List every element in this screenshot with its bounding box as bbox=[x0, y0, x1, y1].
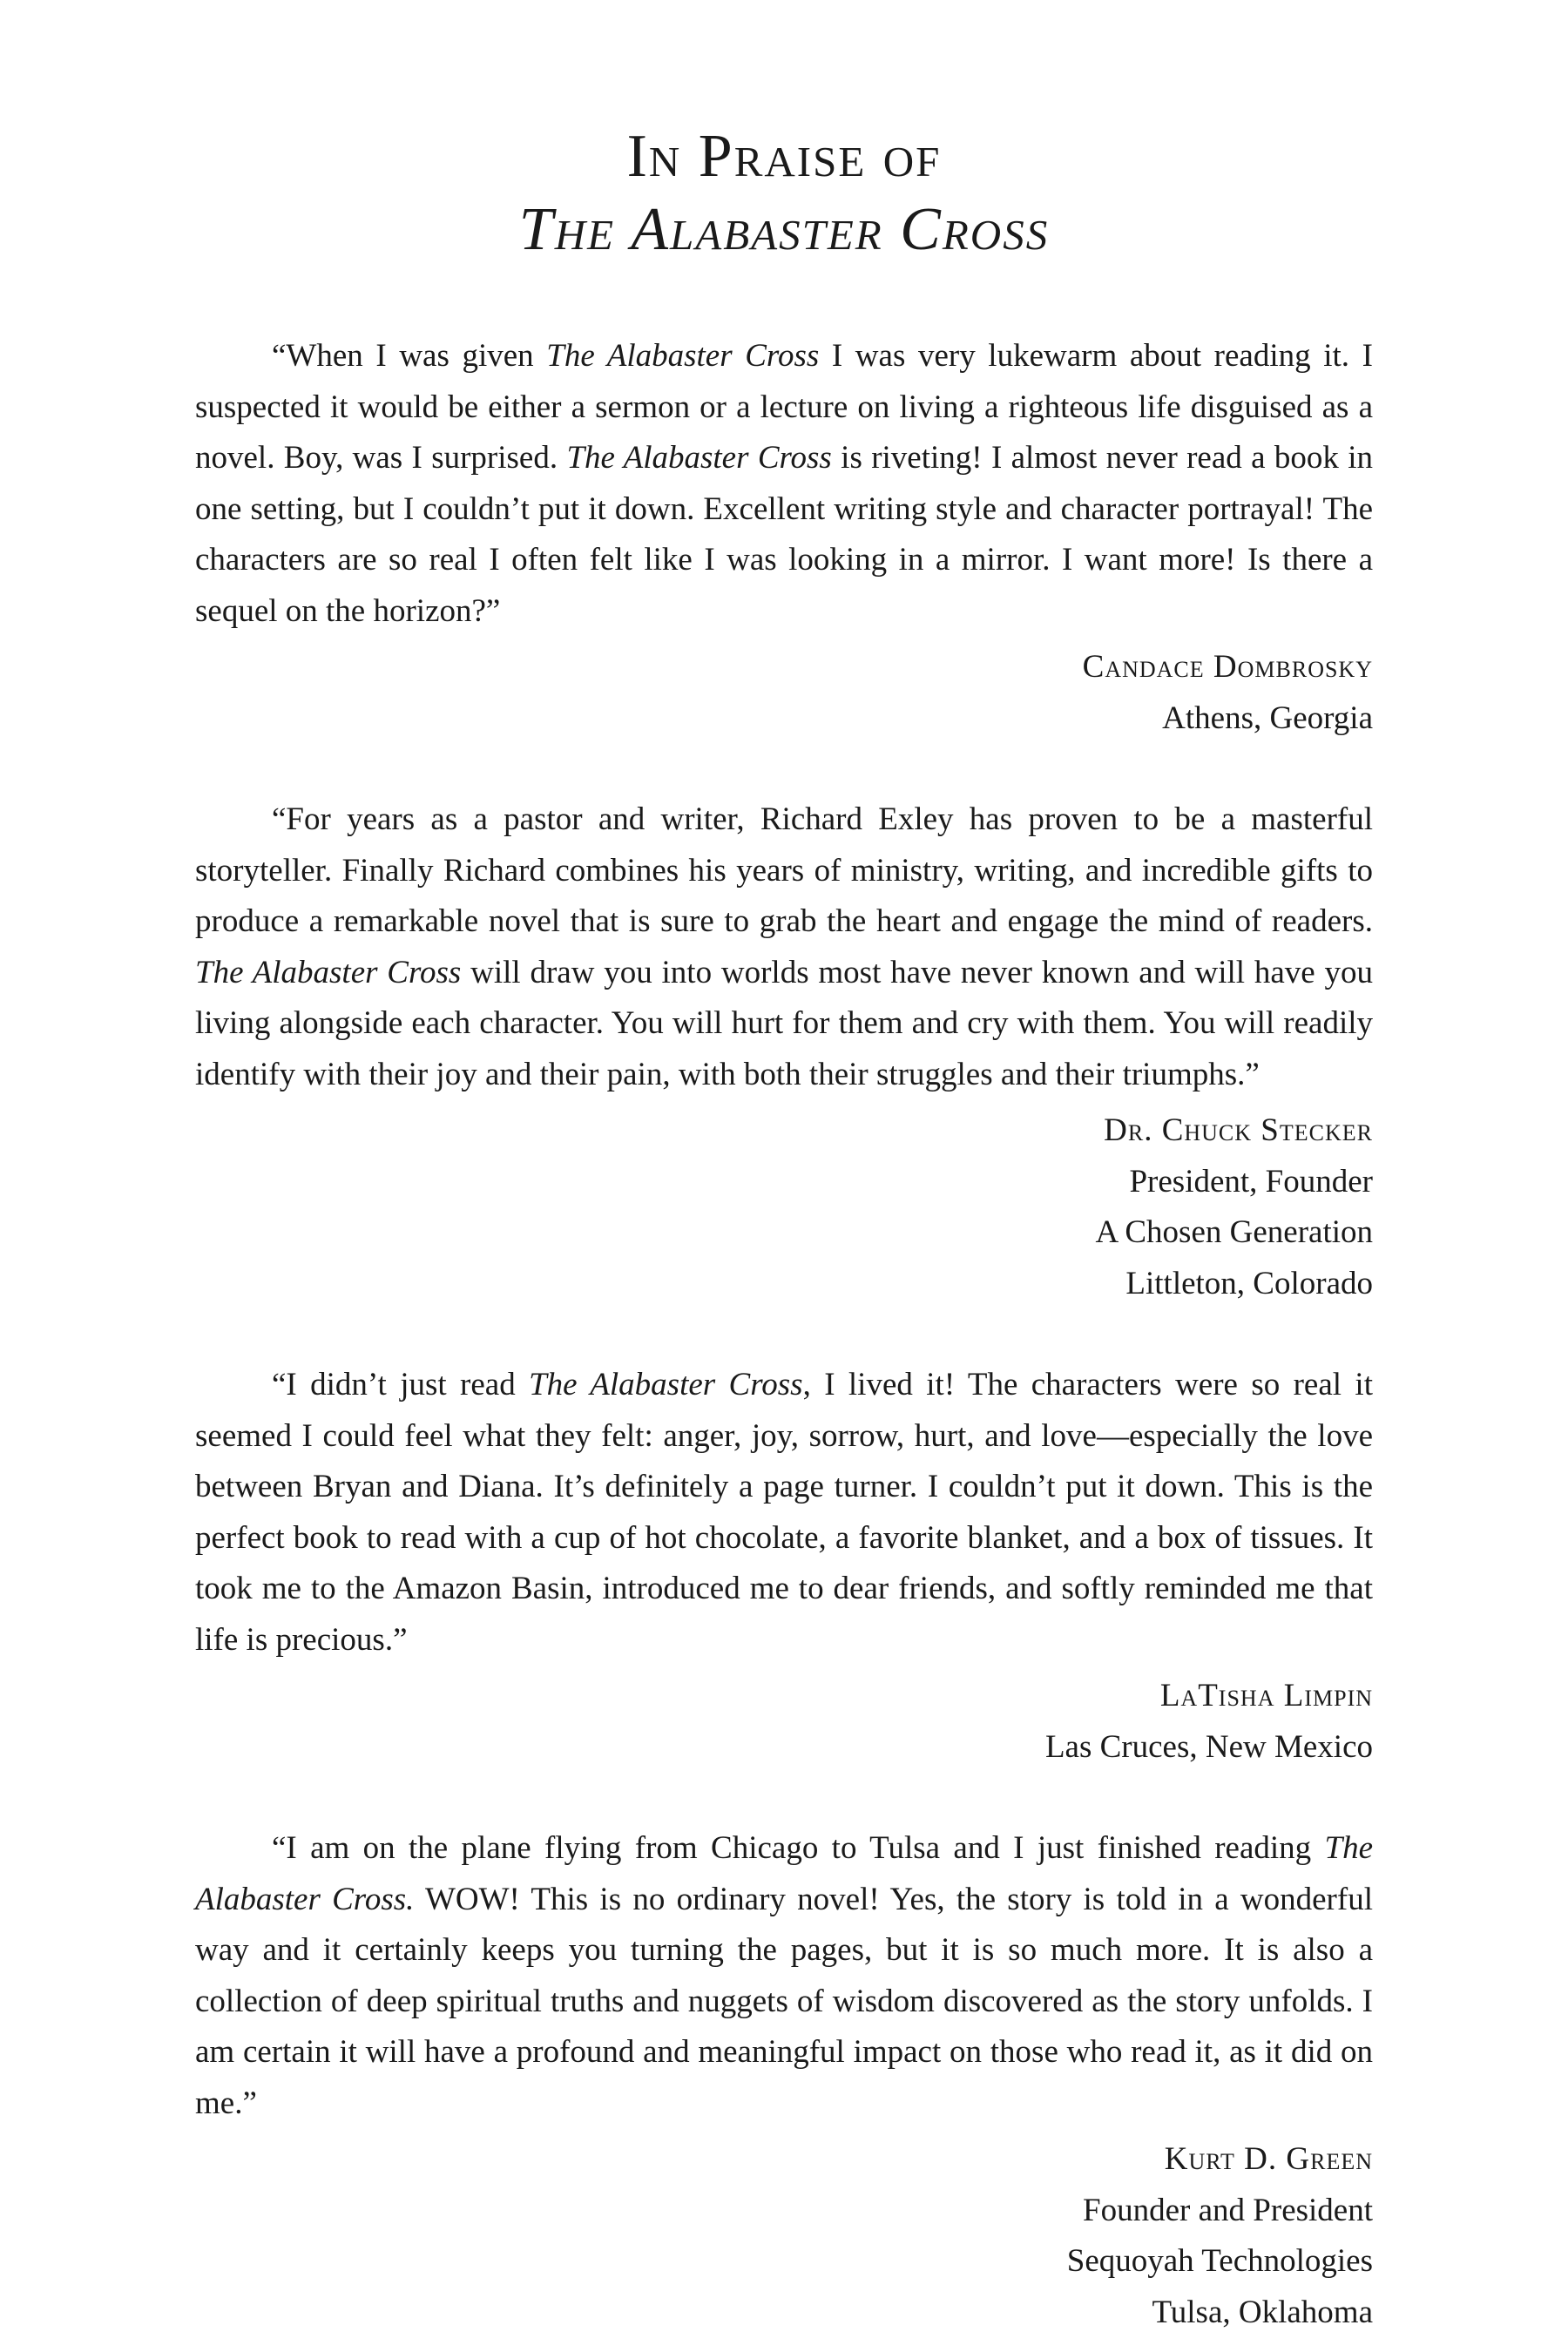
review-candace-dombrosky bbox=[195, 331, 1373, 744]
spacer bbox=[195, 1773, 1373, 1823]
review-chuck-stecker bbox=[195, 794, 1373, 1309]
review-quote: “For years as a pastor and writer, Richard Exley has proven to be a masterful storyteller. Finally Richard combines his years of ministry, writing, and incredible gifts to produce a remarkable novel that is sure to grab the heart and engage the mind of readers. The Alabaster Cross will draw you into worlds most have never known and will have you living alongside each character. You will hurt for them and cry with them. You will readily identify with their joy and their pain, with both their struggles and their triumphs.” bbox=[195, 801, 1373, 1092]
reviewer-name: LaTisha Limpin bbox=[1159, 1678, 1373, 1713]
praise-section bbox=[195, 331, 1373, 2338]
reviewer-location: Athens, Georgia bbox=[1162, 700, 1373, 736]
review-attribution bbox=[195, 1105, 1373, 1309]
reviewer-organization: Sequoyah Technologies bbox=[1066, 2243, 1373, 2279]
spacer bbox=[195, 1309, 1373, 1360]
reviewer-location: Tulsa, Oklahoma bbox=[1152, 2294, 1373, 2330]
reviewer-role: Founder and President bbox=[1083, 2192, 1373, 2228]
reviewer-role: President, Founder bbox=[1129, 1163, 1373, 1200]
book-title-reference: The Alabaster Cross. bbox=[195, 1830, 1373, 1917]
review-quote: “When I was given The Alabaster Cross I was very lukewarm about reading it. I suspected it would be either a sermon or a lecture on living a righteous life disguised as a novel. Boy, was I surprised. The Alabaster Cross is riveting! I almost never read a book in one setting, but I couldn’t put it down. Excellent writing style and character portrayal! The characters are so real I often felt like I was looking in a mirror. I want more! Is there a sequel on the horizon?” bbox=[195, 338, 1374, 629]
spacer bbox=[195, 744, 1373, 794]
review-latisha-limpin bbox=[195, 1360, 1373, 1773]
book-title: The Alabaster Cross bbox=[518, 196, 1050, 263]
review-quote: “I didn’t just read The Alabaster Cross, I lived it! The characters were so real it seemed I could feel what they felt: anger, joy, sorrow, hurt, and love—especially the love between Bryan and Diana. It’s definitely a page turner. I couldn’t put it down. This is the perfect book to read with a cup of hot chocolate, a favorite blanket, and a box of tissues. It took me to the Amazon Basin, introduced me to dear friends, and softly reminded me that life is precious.” bbox=[195, 1367, 1373, 1658]
reviewer-location: Littleton, Colorado bbox=[1125, 1265, 1373, 1301]
book-title-reference: The Alabaster Cross bbox=[529, 1367, 803, 1402]
review-attribution bbox=[195, 642, 1373, 744]
reviewer-organization: A Chosen Generation bbox=[1095, 1214, 1373, 1250]
page-title: In Praise of bbox=[626, 123, 942, 190]
book-title-reference: The Alabaster Cross bbox=[566, 440, 832, 476]
reviewer-location: Las Cruces, New Mexico bbox=[1044, 1728, 1373, 1765]
review-kurt-green bbox=[195, 1823, 1373, 2338]
review-attribution bbox=[195, 1671, 1373, 1773]
review-attribution bbox=[195, 2134, 1373, 2338]
review-quote: “I am on the plane flying from Chicago to Tulsa and I just finished reading The Alabaster Cross. WOW! This is no ordinary novel! Yes, the story is told in a wonderful way and it certainly keeps you turning the pages, but it is so much more. It is also a collection of deep spiritual truths and nuggets of wisdom discovered as the story unfolds. I am certain it will have a profound and meaningful impact on those who read it, as it did on me.” bbox=[195, 1830, 1373, 2121]
reviewer-name: Dr. Chuck Stecker bbox=[1104, 1112, 1373, 1148]
book-title-reference: The Alabaster Cross bbox=[195, 954, 462, 990]
reviewer-name: Candace Dombrosky bbox=[1082, 649, 1373, 685]
book-title-reference: The Alabaster Cross bbox=[546, 338, 820, 374]
reviewer-name: Kurt D. Green bbox=[1164, 2141, 1373, 2177]
